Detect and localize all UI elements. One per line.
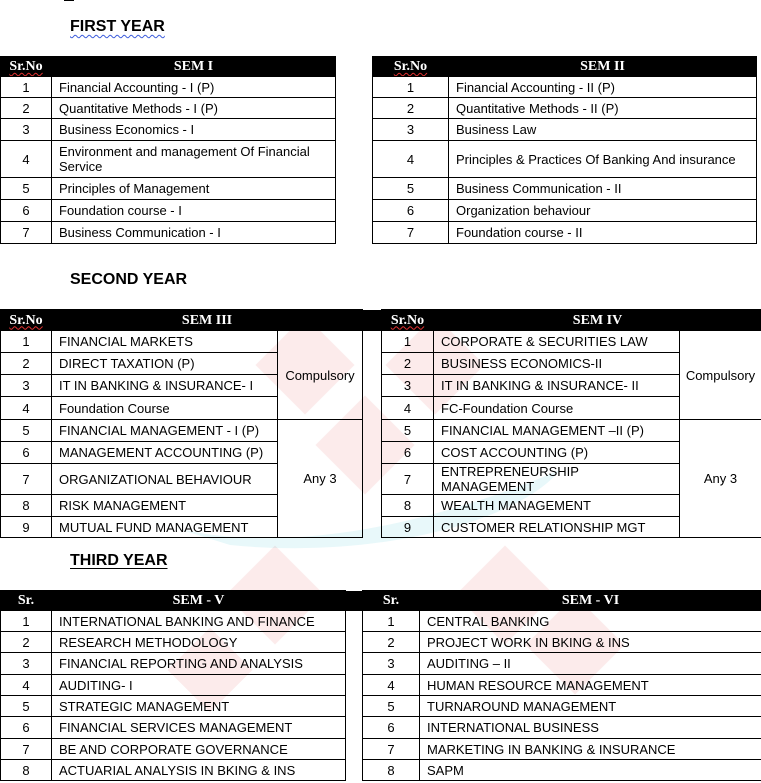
row-number: 6 [1, 442, 52, 464]
subject-cell: BUSINESS ECONOMICS-II [434, 353, 680, 375]
sem2-header: SEM II [449, 57, 757, 77]
subject-cell: CENTRAL BANKING [420, 611, 761, 632]
first-year-title: FIRST YEAR [70, 18, 165, 35]
subject-cell: TURNAROUND MANAGEMENT [420, 696, 761, 717]
table-gap [336, 77, 373, 244]
row-number: 4 [382, 397, 434, 420]
row-number: 4 [363, 675, 420, 696]
row-number: 3 [382, 375, 434, 397]
subject-cell: Quantitative Methods - II (P) [449, 98, 757, 119]
row-number: 1 [363, 611, 420, 632]
row-number: 9 [1, 517, 52, 538]
subject-cell: BE AND CORPORATE GOVERNANCE [52, 739, 346, 760]
second-year-title: SECOND YEAR [70, 271, 188, 288]
row-number: 4 [1, 141, 52, 178]
table-gap [363, 331, 382, 538]
subject-cell: AUDITING- I [52, 675, 346, 696]
subject-cell: Principles of Management [52, 178, 336, 200]
row-number: 8 [363, 760, 420, 781]
subject-cell: FC-Foundation Course [434, 397, 680, 420]
row-number: 3 [363, 653, 420, 675]
subject-cell: Organization behaviour [449, 200, 757, 222]
subject-cell: FINANCIAL MARKETS [52, 331, 278, 353]
subject-cell: FINANCIAL MANAGEMENT - I (P) [52, 420, 278, 442]
subject-cell: Foundation course - II [449, 222, 757, 244]
second-year-table [0, 309, 761, 538]
subject-cell: WEALTH MANAGEMENT [434, 495, 680, 517]
sem1-srno-header: Sr.No [1, 57, 52, 77]
table-gap [336, 57, 373, 77]
any-three-group-label: Any 3 [680, 420, 761, 538]
subject-cell: CORPORATE & SECURITIES LAW [434, 331, 680, 353]
row-number: 3 [373, 119, 449, 141]
sem4-srno-header: Sr.No [382, 310, 434, 331]
subject-cell: RISK MANAGEMENT [52, 495, 278, 517]
row-number: 7 [1, 464, 52, 495]
row-number: 7 [1, 739, 52, 760]
subject-cell: PROJECT WORK IN BKING & INS [420, 632, 761, 653]
row-number: 2 [373, 98, 449, 119]
subject-cell: CUSTOMER RELATIONSHIP MGT [434, 517, 680, 538]
row-number: 3 [1, 653, 52, 675]
compulsory-group-label: Compulsory [680, 331, 761, 420]
row-number: 5 [1, 420, 52, 442]
subject-cell: Foundation course - I [52, 200, 336, 222]
row-number: 2 [382, 353, 434, 375]
subject-cell: FINANCIAL MANAGEMENT –II (P) [434, 420, 680, 442]
row-number: 1 [382, 331, 434, 353]
third-year-table [0, 590, 761, 781]
subject-cell: Principles & Practices Of Banking And insurance [449, 141, 757, 178]
row-number: 5 [382, 420, 434, 442]
subject-cell: MUTUAL FUND MANAGEMENT [52, 517, 278, 538]
row-number: 5 [1, 178, 52, 200]
subject-cell: MANAGEMENT ACCOUNTING (P) [52, 442, 278, 464]
row-number: 4 [373, 141, 449, 178]
row-number: 7 [382, 464, 434, 495]
subject-cell: INTERNATIONAL BUSINESS [420, 717, 761, 739]
subject-cell: Foundation Course [52, 397, 278, 420]
row-number: 1 [373, 77, 449, 98]
table-gap [346, 611, 363, 781]
row-number: 4 [1, 675, 52, 696]
row-number: 2 [363, 632, 420, 653]
subject-cell: IT IN BANKING & INSURANCE- II [434, 375, 680, 397]
sem6-header: SEM - VI [420, 591, 761, 611]
row-number: 4 [1, 397, 52, 420]
subject-cell: Business Communication - I [52, 222, 336, 244]
subject-cell: Quantitative Methods - I (P) [52, 98, 336, 119]
row-number: 8 [382, 495, 434, 517]
third-year-title: THIRD YEAR [70, 552, 168, 569]
sem5-srno-header: Sr. [1, 591, 52, 611]
subject-cell: INTERNATIONAL BANKING AND FINANCE [52, 611, 346, 632]
row-number: 8 [1, 495, 52, 517]
subject-cell: DIRECT TAXATION (P) [52, 353, 278, 375]
row-number: 3 [1, 375, 52, 397]
sem5-header: SEM - V [52, 591, 346, 611]
sem4-header: SEM IV [434, 310, 761, 331]
sem6-srno-header: Sr. [363, 591, 420, 611]
row-number: 9 [382, 517, 434, 538]
subject-cell: Environment and management Of Financial Service [52, 141, 336, 178]
table-gap [363, 310, 382, 331]
row-number: 6 [382, 442, 434, 464]
subject-cell: Financial Accounting - II (P) [449, 77, 757, 98]
sem2-srno-header: Sr.No [373, 57, 449, 77]
row-number: 5 [363, 696, 420, 717]
row-number: 6 [373, 200, 449, 222]
row-number: 7 [373, 222, 449, 244]
row-number: 6 [1, 200, 52, 222]
row-number: 5 [373, 178, 449, 200]
subject-cell: IT IN BANKING & INSURANCE- I [52, 375, 278, 397]
subject-cell: AUDITING – II [420, 653, 761, 675]
page-edge-mark [64, 0, 74, 1]
row-number: 7 [363, 739, 420, 760]
row-number: 6 [1, 717, 52, 739]
subject-cell: Financial Accounting - I (P) [52, 77, 336, 98]
subject-cell: STRATEGIC MANAGEMENT [52, 696, 346, 717]
subject-cell: FINANCIAL REPORTING AND ANALYSIS [52, 653, 346, 675]
row-number: 6 [363, 717, 420, 739]
compulsory-group-label: Compulsory [278, 331, 363, 420]
subject-cell: HUMAN RESOURCE MANAGEMENT [420, 675, 761, 696]
table-gap [346, 591, 363, 611]
subject-cell: SAPM [420, 760, 761, 781]
row-number: 1 [1, 611, 52, 632]
subject-cell: FINANCIAL SERVICES MANAGEMENT [52, 717, 346, 739]
row-number: 8 [1, 760, 52, 781]
row-number: 2 [1, 98, 52, 119]
sem1-header: SEM I [52, 57, 336, 77]
subject-cell: RESEARCH METHODOLOGY [52, 632, 346, 653]
subject-cell: Business Law [449, 119, 757, 141]
subject-cell: ACTUARIAL ANALYSIS IN BKING & INS [52, 760, 346, 781]
row-number: 5 [1, 696, 52, 717]
subject-cell: COST ACCOUNTING (P) [434, 442, 680, 464]
sem3-header: SEM III [52, 310, 363, 331]
row-number: 3 [1, 119, 52, 141]
any-three-group-label: Any 3 [278, 420, 363, 538]
sem3-srno-header: Sr.No [1, 310, 52, 331]
row-number: 7 [1, 222, 52, 244]
row-number: 2 [1, 353, 52, 375]
row-number: 1 [1, 331, 52, 353]
first-year-table [0, 56, 757, 244]
subject-cell: Business Economics - I [52, 119, 336, 141]
subject-cell: MARKETING IN BANKING & INSURANCE [420, 739, 761, 760]
row-number: 1 [1, 77, 52, 98]
subject-cell: ENTREPRENEURSHIP MANAGEMENT [434, 464, 680, 495]
row-number: 2 [1, 632, 52, 653]
subject-cell: ORGANIZATIONAL BEHAVIOUR [52, 464, 278, 495]
subject-cell: Business Communication - II [449, 178, 757, 200]
